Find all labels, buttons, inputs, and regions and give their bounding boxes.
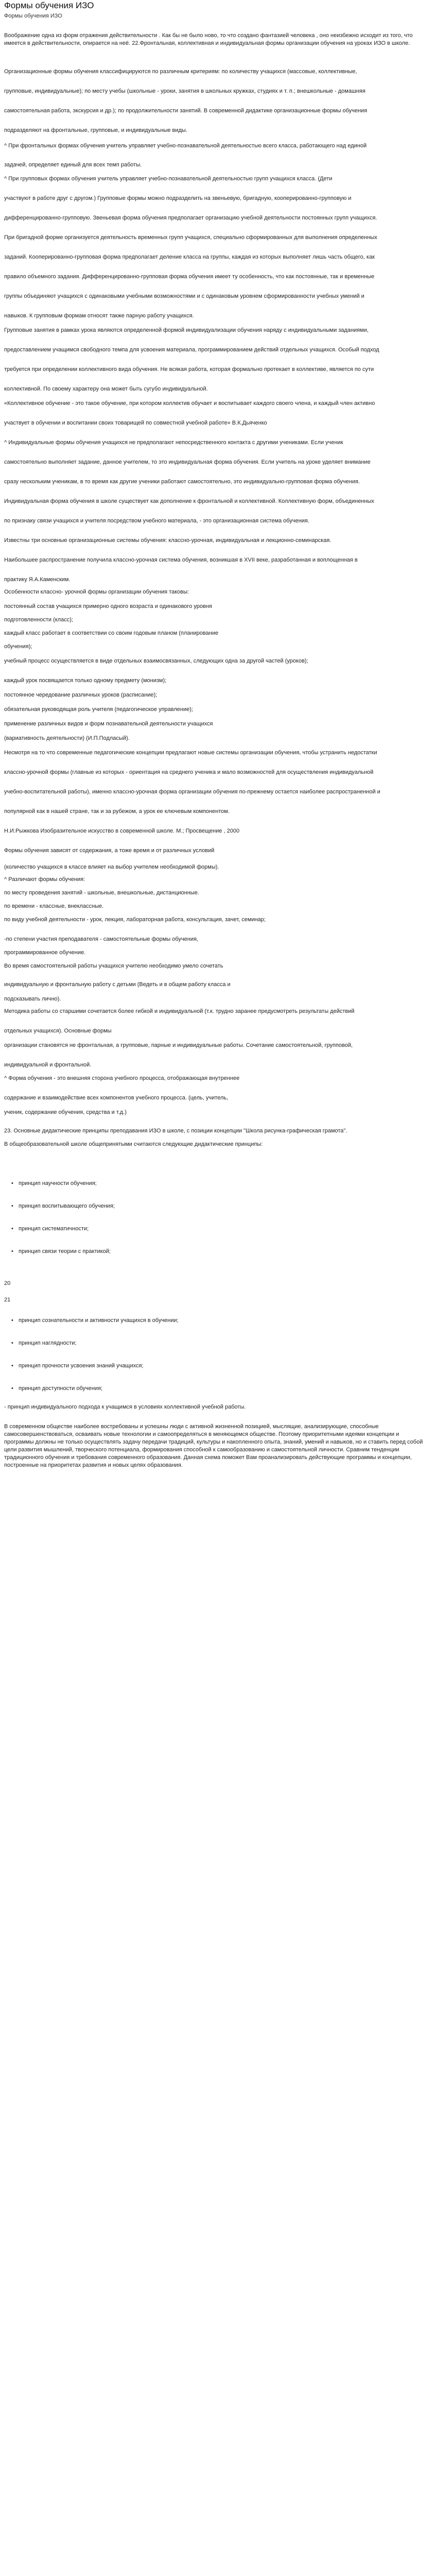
paragraph: группы объединяют учащихся с одинаковыми учебными возможностями и с одинаковым уровнем сформированности учебных умений и [4,293,364,299]
list-item: • принцип воспитывающего обучения; [4,1202,429,1210]
paragraph: учебно-воспитательной работы), именно классно-урочная форма организации обучения по-прежнему остается наиболее распространенной и [4,789,380,795]
paragraph: применение различных видов и форм познавательной деятельности учащихся [4,721,213,727]
paragraph: организации становятся не фронтальная, а групповые, парные и индивидуальные работы. Сочетание самостоятельной, групповой, [4,1042,353,1048]
paragraph: популярной как в нашей стране, так и за рубежом, а урок ее ключевым компонентом. [4,808,230,815]
list-item: • принцип связи теории с практикой; [4,1248,429,1256]
paragraph: каждый класс работает в соответствии со своим годовым планом (планирование [4,630,219,636]
list-item: • принцип доступности обучения; [4,1385,429,1393]
paragraph: участвуют в работе друг с другом.) Групповые формы можно подразделить на звеньевую, бригадную, кооперированно-групповую и [4,195,352,201]
paragraph: Организационные формы обучения классифицируются по различным критериям: по количеству учащихся (массовые, коллективные, [4,69,357,75]
list-item: • принцип наглядности; [4,1340,429,1347]
paragraph: учебный процесс осуществляется в виде отдельных взаимосвязанных, следующих одна за другой частей (уроков); [4,658,308,664]
paragraph: содержание и взаимодействие всех компонентов учебного процесса. (цель, учитель, [4,1095,229,1101]
paragraph: Индивидуальная форма обучения в школе существует как дополнение к фронтальной и коллективной. Коллективную форм, объединенных [4,498,374,504]
paragraph: Особенности классно- урочной формы организации обучения таковы: [4,589,189,595]
paragraph: Известны три основные организационные системы обучения: классно-урочная, индивидуальная и лекционно-семинарская. [4,537,332,544]
paragraph: - принцип индивидуального подхода к учащимся в условиях коллективной учебной работы. [4,1404,246,1410]
paragraph: по виду учебной деятельности - урок, лекция, лабораторная работа, консультация, зачет, семинар; [4,917,266,923]
paragraph: Групповые занятия в рамках урока являются определенной формой индивидуализации обучения наряду с индивидуальными заданиями, [4,327,369,333]
paragraph: по признаку связи учащихся и учителя посредством учебного материала, - это организационная система обучения. [4,518,309,524]
paragraph: навыков. К групповым формам относят также парную работу учащихся. [4,313,194,319]
paragraph: обучения); [4,643,32,650]
paragraph: ^ Форма обучения - это внешняя сторона учебного процесса, отображающая внутреннее [4,1075,240,1081]
list-item: • принцип научности обучения; [4,1180,429,1188]
list-item: • принцип прочности усвоения знаний учащихся; [4,1362,429,1370]
paragraph: групповые, индивидуальные); по месту учебы (школьные - уроки, занятия в школьных кружках, студиях и т. п.; внешкольные - домашняя [4,88,365,94]
paragraph: (вариативность деятельности) (И.П.Подласый). [4,735,130,741]
paragraph: постоянный состав учащихся примерно одного возраста и одинакового уровня [4,603,212,609]
paragraph: заданий. Кооперированно-групповая форма предполагает деление класса на группы, каждая из которых выполняет лишь часть общего, как [4,254,375,260]
paragraph: ^ Индивидуальные формы обучения учащихся не предполагают непосредственного контакта с другими учениками. Если ученик [4,439,343,446]
paragraph: отдельных учащихся). Основные формы [4,1028,112,1034]
paragraph: предоставлением учащимся свободного темпа для усвоения материала, программированием действий отдельных учащихся. Особый подход [4,347,379,353]
paragraph: 23. Основные дидактические принципы преподавания ИЗО в школе, с позиции концепции "Школа рисунка-графическая грамота". [4,1128,347,1134]
paragraph: ученик, содержание обучения, средства и т.д.) [4,1109,127,1115]
paragraph: сразу нескольким ученикам, в то время как другие ученики работают самостоятельно, это индивидуально-групповая форма обучения. [4,479,360,485]
paragraph: Н.И.Рыжкова Изобразительное искусство в современной школе. М.; Просвещение , 2000 [4,828,240,834]
paragraph: Воображение одна из форм отражения действительности . Как бы не было ново, то что создано фантазией человека , оно неизбежно исходит из того, что имеется в действительности, опирается на неё. 22.Фронтальная, коллективная и индивидуальная формы организации обучения на уроках ИЗО в школе. [4,32,413,46]
paragraph: ^ При групповых формах обучения учитель управляет учебно-познавательной деятельностью групп учащихся класса. (Дети [4,176,333,182]
paragraph: подготовленности (класс); [4,617,73,623]
page-number: 21 [4,1297,11,1303]
page-number: 20 [4,1280,11,1286]
paragraph: практику Я.А.Каменским. [4,577,71,583]
page-subtitle: Формы обучения ИЗО [4,13,62,19]
paragraph: «Коллективное обучение - это такое обучение, при котором коллектив обучает и воспитывает каждого своего члена, и каждый член активно [4,400,375,406]
paragraph: индивидуальной и фронтальной. [4,1062,92,1068]
paragraph: участвует в обучении и воспитании своих товарищей по совместной учебной работе» В.К.Дьяченко [4,420,267,426]
paragraph: программированное обучение. [4,950,86,956]
paragraph: по месту проведения занятий - школьные, внешкольные, дистанционные. [4,890,199,896]
paragraph: (количество учащихся в классе влияет на выбор учителем необходимой формы). [4,864,219,870]
paragraph: самостоятельно выполняет задание, данное учителем, то это индивидуальная форма обучения. Если учитель на уроке уделяет внимание [4,459,371,465]
paragraph: Несмотря на то что современные педагогические концепции предлагают новые системы организации обучения, чтобы устранить недостатки [4,750,377,756]
paragraph: индивидуальную и фронтальную работу с детьми (Ведеть и в общем работу класса и [4,981,231,988]
paragraph: обязательная руководящая роль учителя (педагогическое управление); [4,706,193,713]
paragraph: В общеобразовательной школе общепринятыми считаются следующие дидактические принципы: [4,1141,263,1147]
paragraph: самостоятельная работа, экскурсия и др.); по продолжительности занятий. В современной дидактике организационные формы обучения [4,108,368,114]
page-title: Формы обучения ИЗО [4,1,94,10]
paragraph: подразделяют на фронтальные, групповые, и индивидуальные виды. [4,127,187,133]
paragraph: ^ Различают формы обучения: [4,876,85,883]
paragraph: по времени - классные, внеклассные. [4,903,104,909]
paragraph: правило объемного задания. Дифференцированно-групповая форма обучения имеет ту особенность, что как постоянные, так и временные [4,274,375,280]
paragraph: коллективной. По своему характеру она может быть сугубо индивидуальной. [4,386,208,392]
paragraph: дифференцированно-групповую. Звеньевая форма обучения предполагает организацию учебной деятельности постоянных групп учащихся. [4,215,377,221]
list-item: • принцип систематичности; [4,1225,429,1233]
paragraph: Формы обучения зависят от содержания, а тоже время и от различных условий [4,848,215,854]
paragraph: подсказывать лично). [4,996,61,1002]
paragraph: ^ При фронтальных формах обучения учитель управляет учебно-познавательной деятельностью всего класса, работающего над единой [4,143,367,149]
paragraph: каждый урок посвящается только одному предмету (монизм); [4,677,167,684]
paragraph: постоянное чередование различных уроков (расписание); [4,692,158,698]
paragraph: классно-урочной формы (главные из которых - ориентация на среднего ученика и мало возможностей для осуществления индивидуальной [4,769,374,775]
paragraph: Методика работы со старшими сочетается более гибкой и индивидуальной (т.к. трудно заранее предусмотреть результаты действий [4,1008,355,1014]
list-item: • принцип сознательности и активности учащихся в обучении; [4,1317,429,1325]
paragraph: -по степени участия преподавателя - самостоятельные формы обучения, [4,936,199,942]
paragraph: Наибольшее распространение получила классно-урочная система обучения, возникшая в XVII веке, разработанная и воплощенная в [4,557,358,563]
paragraph: Во время самостоятельной работы учащихся учителю необходимо умело сочетать [4,963,223,969]
paragraph: требуется при определении коллективного вида обучения. Не всякая работа, которая формально протекает в коллективе, является по сути [4,366,374,372]
paragraph: При бригадной форме организуется деятельность временных групп учащихся, специально сформированных для выполнения определенных [4,234,377,241]
paragraph: задачей, определяет единый для всех темп работы. [4,162,142,168]
paragraph: В современном обществе наиболее востребованы и успешны люди с активной жизненной позицией, мыслящие, анализирующие, способные самосовершенствоваться, осваивать новые технологии и самоопределяться в меняющемся обществе. Поэтому приоритетными идеями концепции и программы должны не только осуществлять задачу передачи традиций, культуры и накопленного опыта, знаний, умений и навыков, но и ставить перед собой цели развития мышлений, творческого потенциала, формирования способной к самообразованию и самостоятельной личности. Сравним тенденции традиционного обучения и требования современного образования. Данная схема поможет Вам проанализировать действующие программы и концепции, построенные на приоритетах развития и новых целях образования. [4,1423,423,1468]
